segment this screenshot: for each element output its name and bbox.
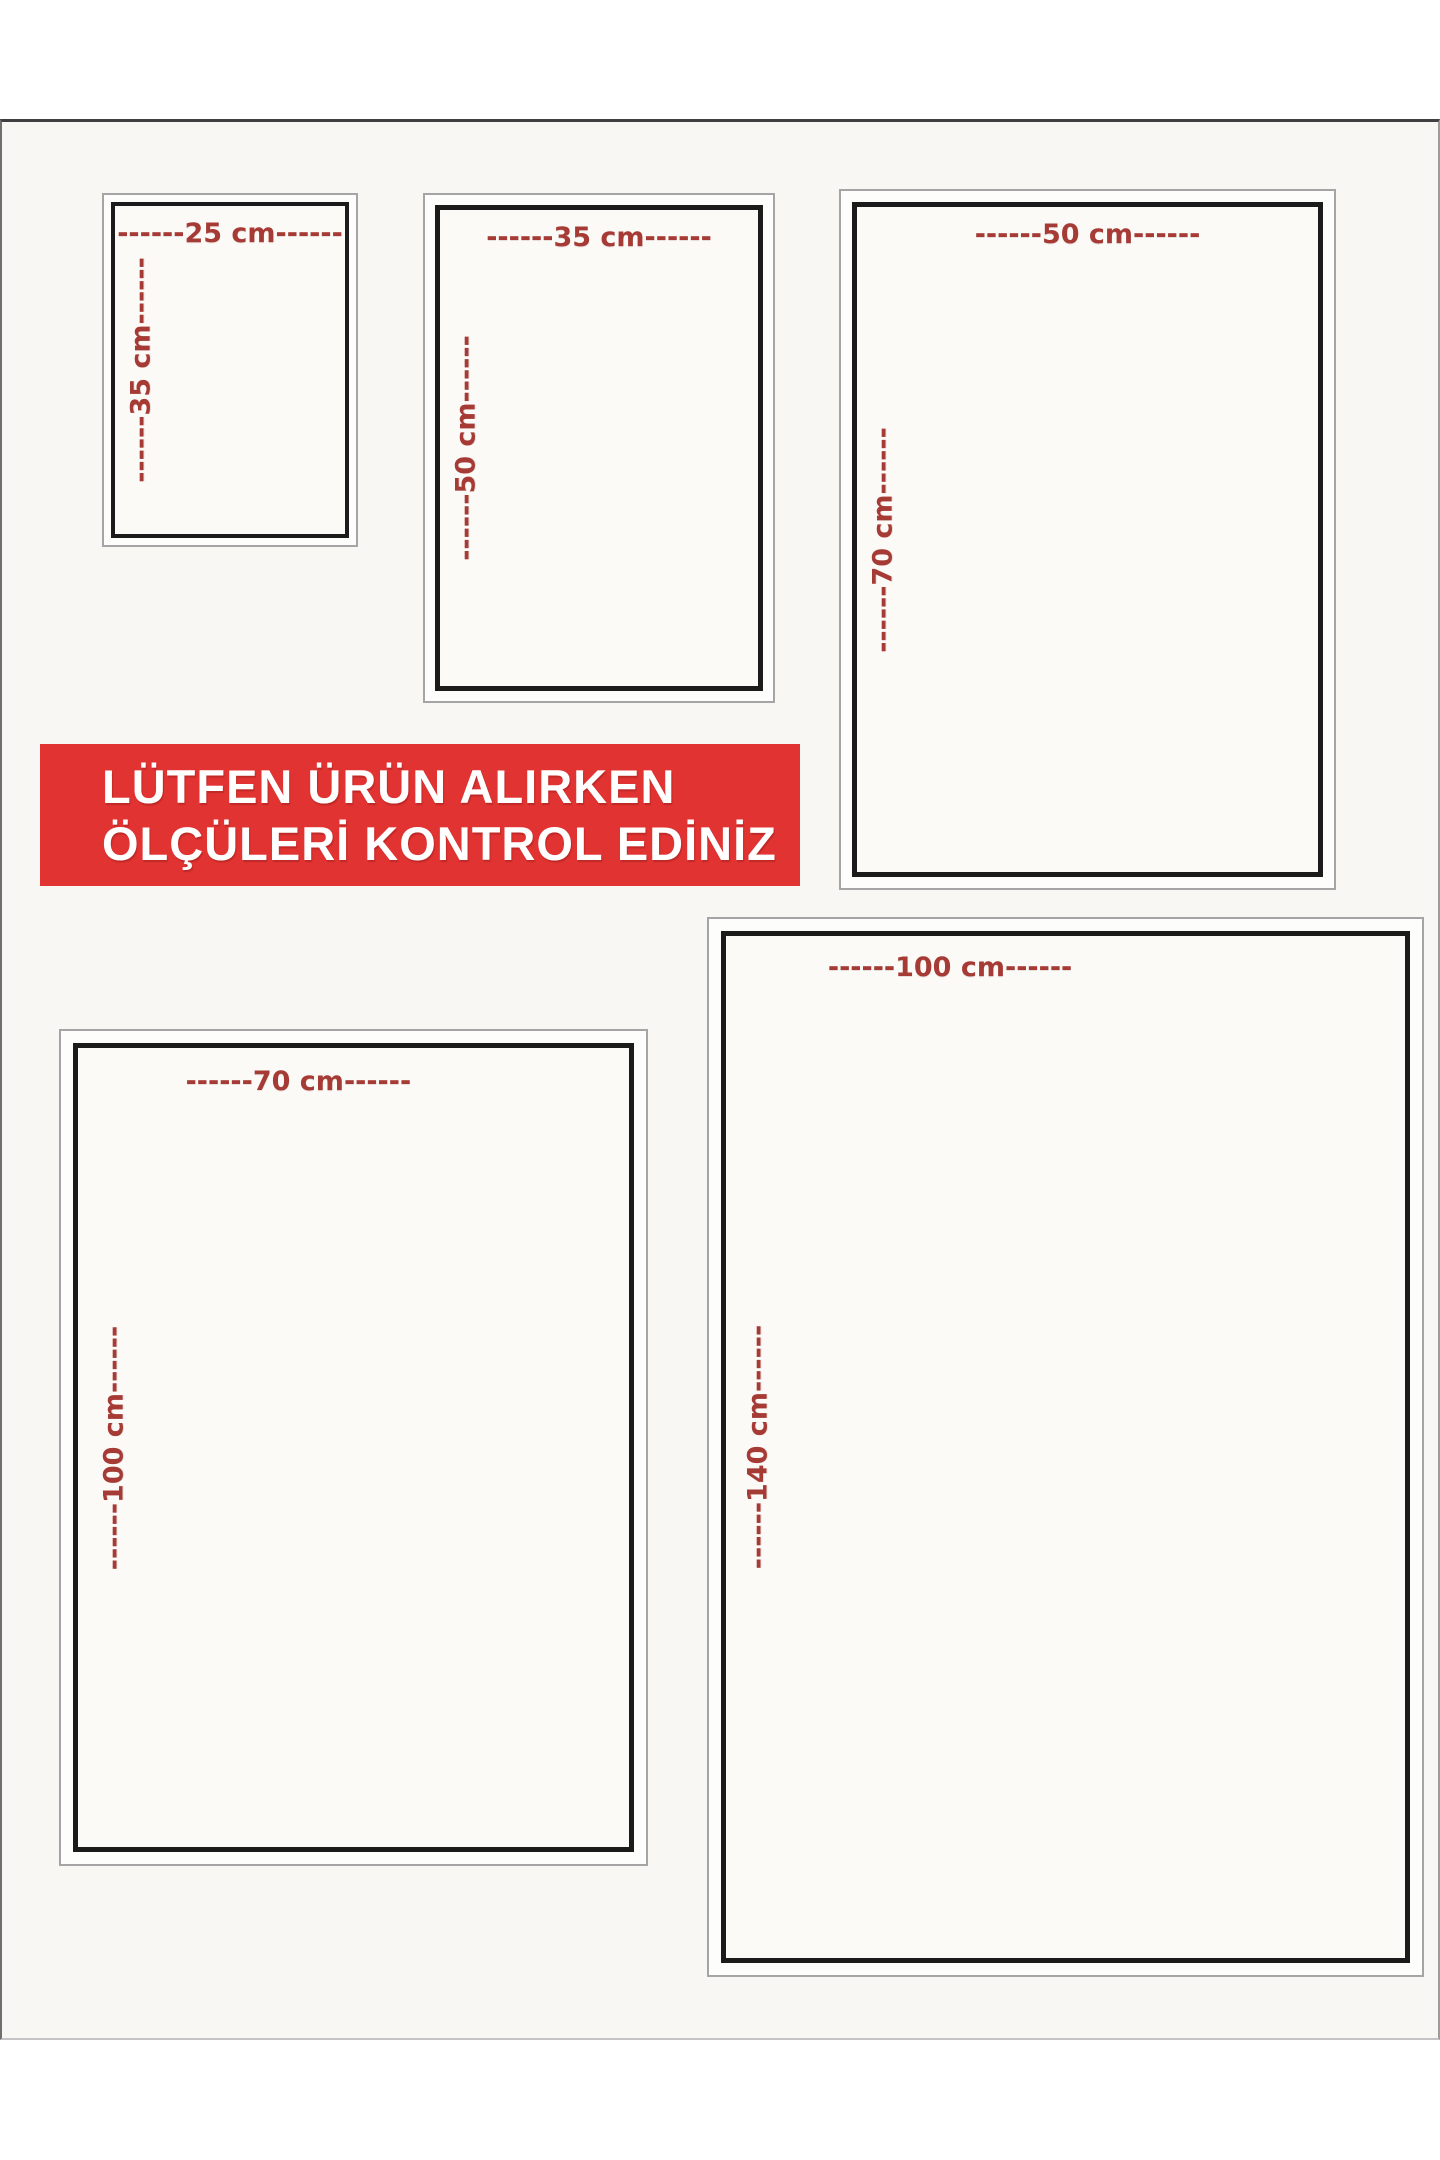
- width-dimension-label: ------70 cm------: [185, 1066, 412, 1097]
- size-box-70x100-frame: [73, 1043, 634, 1852]
- height-dimension-label: ------35 cm------: [125, 257, 157, 483]
- height-dimension-label: ------70 cm------: [867, 426, 899, 653]
- width-dimension-label: ------100 cm------: [827, 952, 1073, 983]
- size-box-50x70-frame: [852, 202, 1323, 877]
- height-dimension-label: ------50 cm------: [450, 335, 482, 561]
- notice-line-2: ÖLÇÜLERİ KONTROL EDİNİZ: [102, 817, 777, 870]
- height-dimension-label: ------140 cm------: [742, 1324, 774, 1570]
- size-box-35x50: [423, 193, 775, 703]
- size-box-100x140-frame: [721, 931, 1410, 1963]
- width-dimension-label: ------35 cm------: [486, 222, 712, 253]
- width-dimension-label: ------50 cm------: [974, 219, 1201, 250]
- notice-banner: [40, 744, 800, 886]
- size-box-100x140: [707, 917, 1424, 1977]
- notice-line-1: LÜTFEN ÜRÜN ALIRKEN: [102, 760, 676, 813]
- height-dimension-label: ------100 cm------: [98, 1325, 130, 1570]
- size-box-50x70: [839, 189, 1336, 890]
- size-box-25x35-frame: [111, 202, 349, 538]
- width-dimension-label: ------25 cm------: [117, 218, 343, 249]
- size-box-35x50-frame: [435, 205, 763, 691]
- size-box-70x100: [59, 1029, 648, 1866]
- size-box-25x35: [102, 193, 358, 547]
